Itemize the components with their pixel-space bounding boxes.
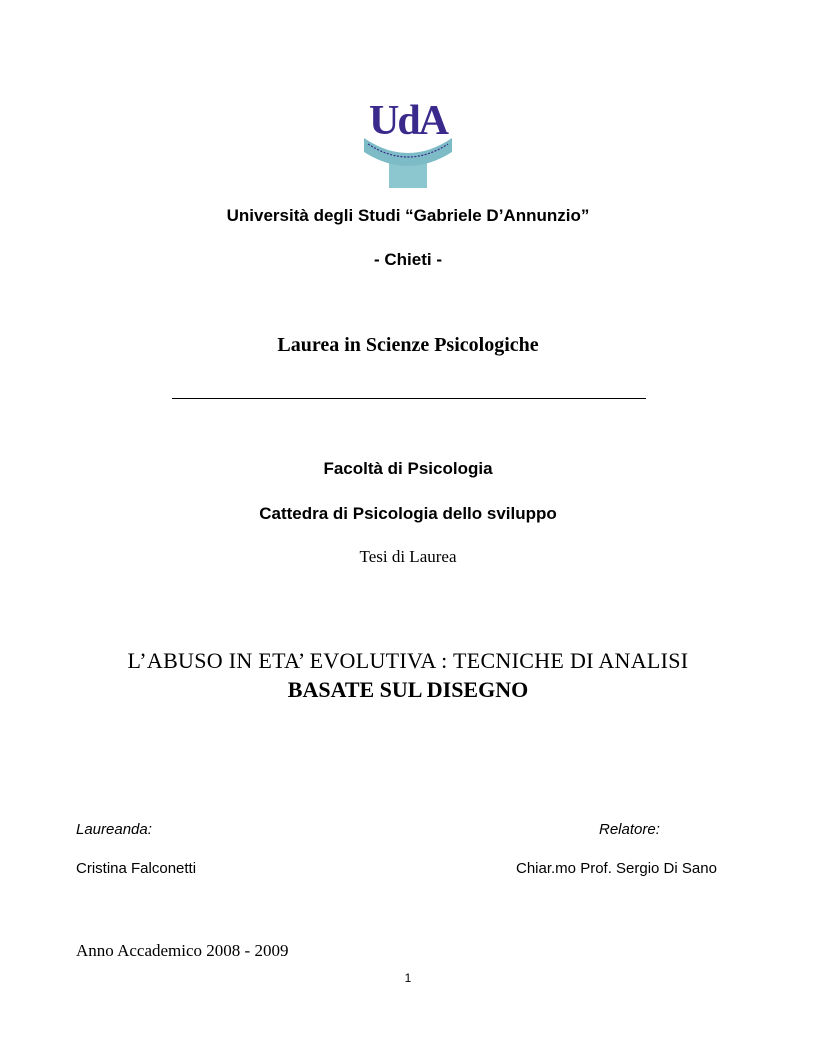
supervisor-name: Chiar.mo Prof. Sergio Di Sano <box>516 860 717 877</box>
candidate-name: Cristina Falconetti <box>76 860 197 877</box>
university-name: Università degli Studi “Gabriele D’Annunzio” <box>226 206 590 225</box>
academic-year: Anno Accademico 2008 - 2009 <box>76 941 289 960</box>
svg-text:UdA: UdA <box>368 98 448 144</box>
thesis-title-line-1: L’ABUSO IN ETA’ EVOLUTIVA : TECNICHE DI ANALISI <box>127 648 689 673</box>
thesis-title-line-2: BASATE SUL DISEGNO <box>287 677 529 702</box>
degree-title: Laurea in Scienze Psicologiche <box>277 334 539 356</box>
page-number: 1 <box>404 971 412 985</box>
supervisor-label: Relatore: <box>599 821 660 838</box>
thesis-type: Tesi di Laurea <box>359 547 457 566</box>
candidate-label: Laureanda: <box>76 821 152 838</box>
faculty-name: Facoltà di Psicologia <box>323 459 493 478</box>
chair-name: Cattedra di Psicologia dello sviluppo <box>259 504 557 523</box>
horizontal-divider <box>172 398 646 399</box>
city-name: - Chieti - <box>374 250 442 269</box>
university-logo <box>360 90 456 188</box>
